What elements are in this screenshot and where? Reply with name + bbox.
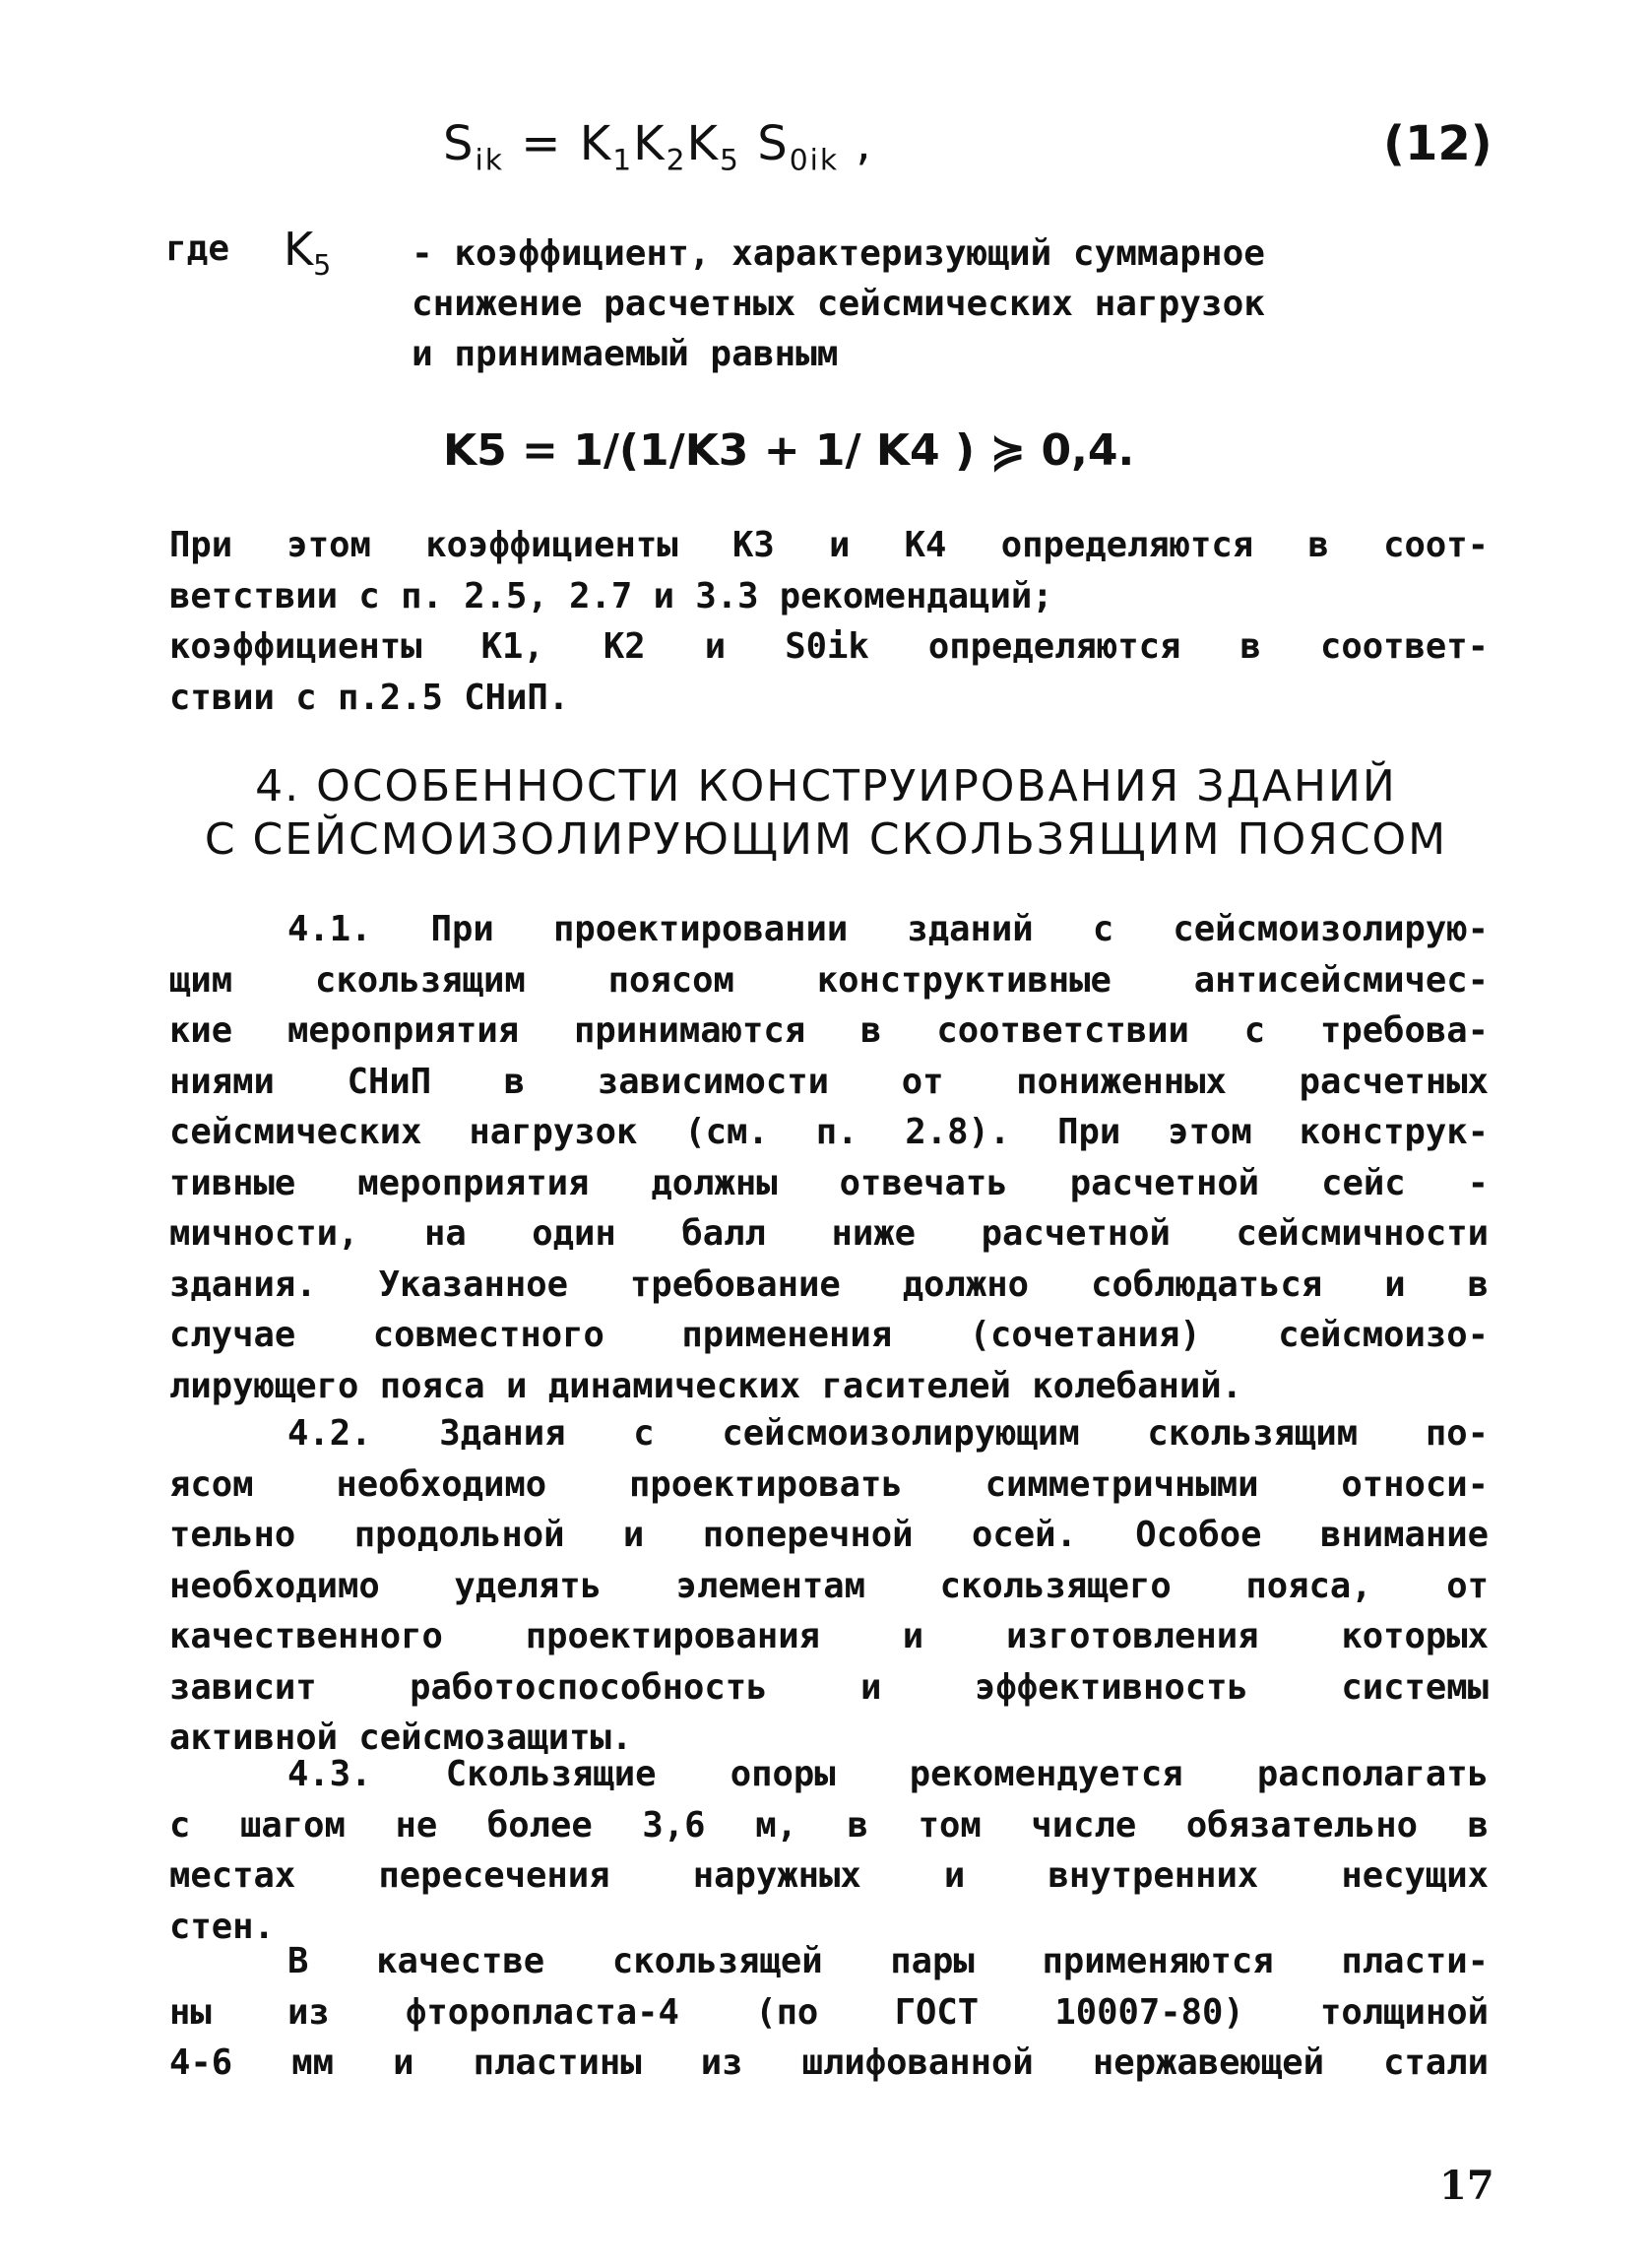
text-line: здания. Указанное требование должно соблюдаться и в — [169, 1264, 1489, 1305]
text-line: кие мероприятия принимаются в соответствии с требова- — [169, 1010, 1489, 1051]
equation-number: (12) — [1383, 116, 1493, 171]
section-heading-line: 4. ОСОБЕННОСТИ КОНСТРУИРОВАНИЯ ЗДАНИЙ — [255, 761, 1397, 811]
where-label: где — [165, 228, 230, 269]
text-line: ясом необходимо проектировать симметричными относи- — [169, 1463, 1489, 1505]
text-line: зависит работоспособность и эффективность системы — [169, 1666, 1489, 1708]
text-line: активной сейсмозащиты. — [169, 1717, 633, 1758]
paragraph-sliding-pair — [169, 1936, 1489, 2089]
text-line: щим скользящим поясом конструктивные антисейсмичес- — [169, 959, 1489, 1001]
text-line: лирующего пояса и динамических гасителей колебаний. — [169, 1365, 1243, 1406]
text-line: стен. — [169, 1906, 275, 1947]
text-line: коэффициенты K1, K2 и S0ik определяются в соответ- — [169, 626, 1489, 667]
formula-12-expression: $S_{ik} = K_1K_2K_5$ $S_{0ik}$ , — [443, 116, 873, 178]
page-number: 17 — [1439, 2163, 1494, 2209]
where-line: - коэффициент, характеризующий суммарное — [412, 233, 1265, 274]
section-heading — [0, 760, 1652, 867]
text-line: В качестве скользящей пары применяются пласти- — [287, 1941, 1489, 1981]
text-line: При этом коэффициенты K3 и K4 определяются в соот- — [169, 525, 1489, 565]
text-line: с шагом не более 3,6 м, в том числе обязательно в — [169, 1804, 1489, 1846]
where-line: и принимаемый равным — [412, 334, 839, 374]
text-line: ствии с п.2.5 СНиП. — [169, 677, 570, 718]
paragraph-4-3 — [169, 1749, 1489, 1952]
text-line: мичности, на один балл ниже расчетной сейсмичности — [169, 1213, 1489, 1254]
text-line: необходимо уделять элементам скользящего пояса, от — [169, 1565, 1489, 1606]
formula-k5-expression: K5 = 1/(1/K3 + 1/ K4 ) ≽ 0,4. — [443, 425, 1135, 476]
where-description — [412, 228, 1642, 379]
text-line: 4-6 мм и пластины из шлифованной нержавеющей стали — [169, 2042, 1489, 2083]
paragraph-4-2 — [169, 1408, 1489, 1764]
text-line: 4.3. Скользящие опоры рекомендуется располагать — [287, 1754, 1489, 1794]
text-line: сейсмических нагрузок (см. п. 2.8). При этом конструк- — [169, 1112, 1489, 1152]
paragraph-4-1 — [169, 904, 1489, 1411]
text-line: ветствии с п. 2.5, 2.7 и 3.3 рекомендаций; — [169, 575, 1053, 616]
section-heading-line: С СЕЙСМОИЗОЛИРУЮЩИМ СКОЛЬЗЯЩИМ ПОЯСОМ — [204, 814, 1448, 865]
text-line: тельно продольной и поперечной осей. Особое внимание — [169, 1515, 1489, 1555]
text-line: случае совместного применения (сочетания) сейсмоизо- — [169, 1315, 1489, 1355]
text-line: 4.2. Здания с сейсмоизолирующим скользящим по- — [287, 1413, 1489, 1454]
text-line: местах пересечения наружных и внутренних несущих — [169, 1855, 1489, 1896]
where-line: снижение расчетных сейсмических нагрузок — [412, 284, 1265, 324]
text-line: ны из фторопласта-4 (по ГОСТ 10007-80) толщиной — [169, 1991, 1489, 2033]
text-line: качественного проектирования и изготовления которых — [169, 1616, 1489, 1656]
where-symbol: $K_5$ — [284, 223, 332, 282]
text-line: 4.1. При проектировании зданий с сейсмоизолирую- — [287, 909, 1489, 949]
text-line: тивные мероприятия должны отвечать расчетной сейс - — [169, 1162, 1489, 1203]
intro-paragraph — [169, 520, 1489, 723]
text-line: ниями СНиП в зависимости от пониженных расчетных — [169, 1061, 1489, 1102]
